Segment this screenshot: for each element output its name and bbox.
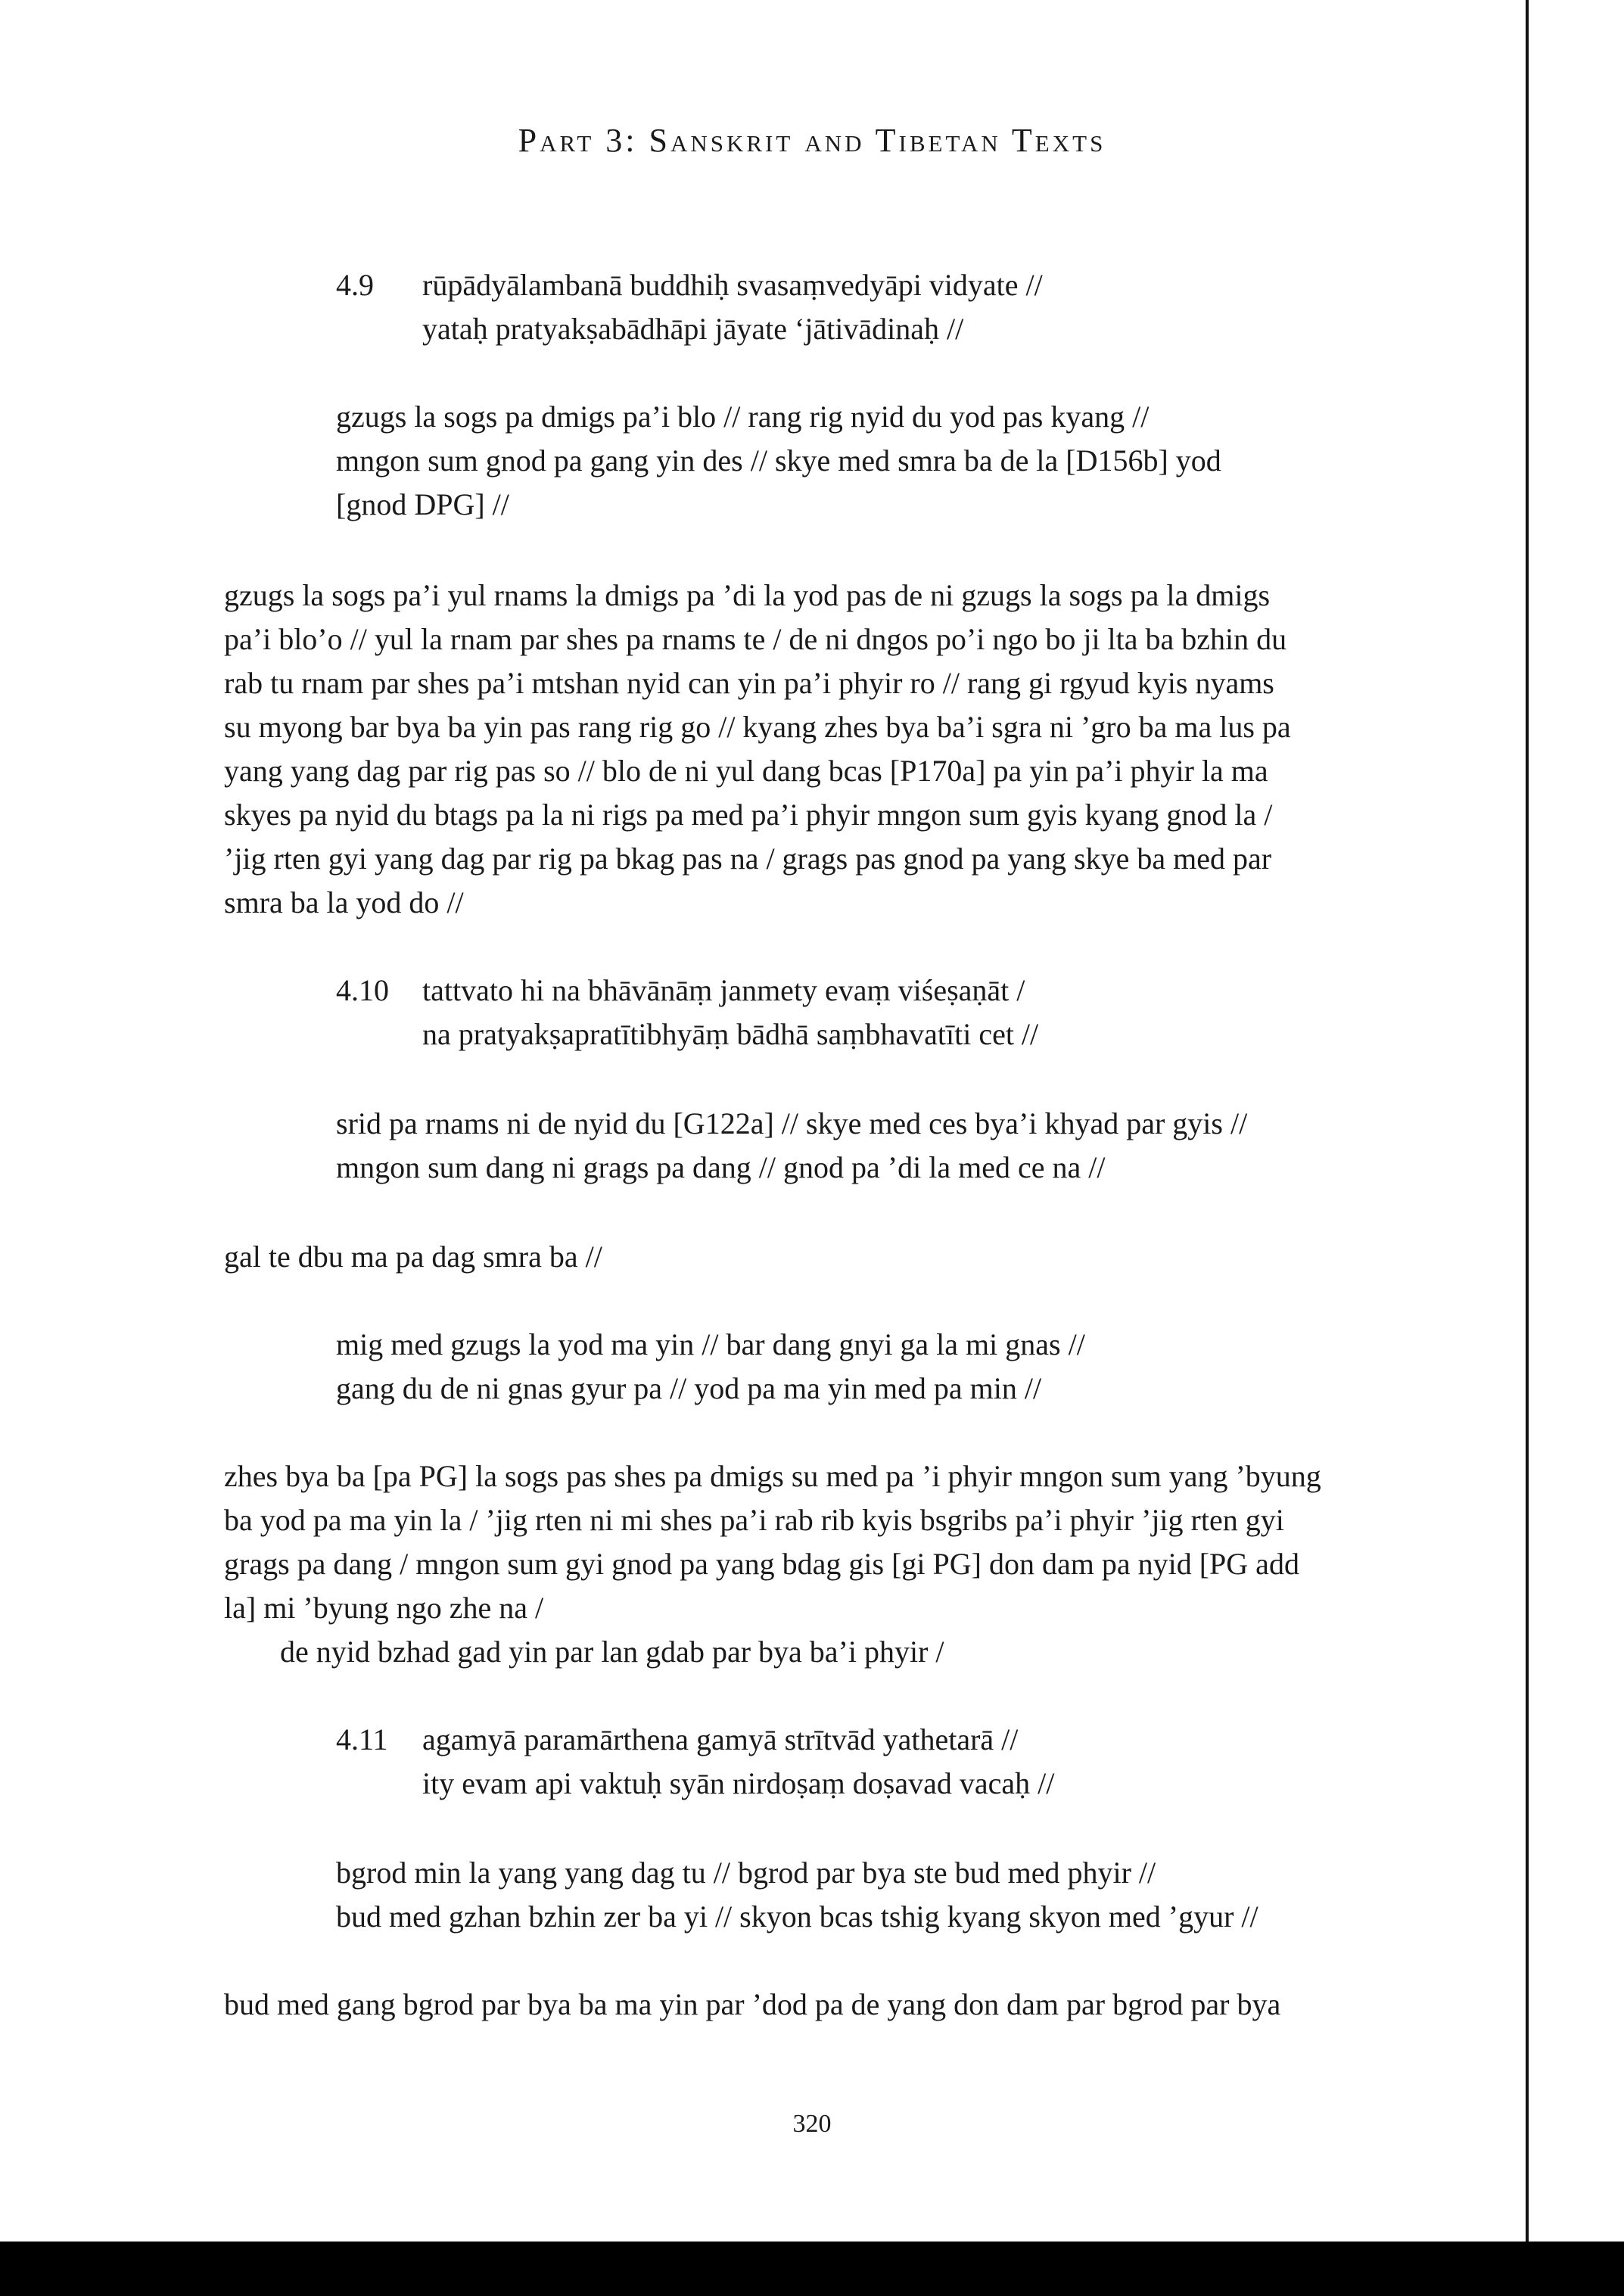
verse-line: bgrod min la yang yang dag tu // bgrod par bya ste bud med phyir // [336, 1856, 1156, 1890]
verse-line: srid pa rnams ni de nyid du [G122a] // skye med ces bya’i khyad par gyis // [336, 1106, 1248, 1140]
page-margin [1529, 0, 1624, 2242]
verse-number: 4.10 [336, 973, 389, 1007]
paragraph-line: ba yod pa ma yin la / ’jig rten ni mi shes pa’i rab rib kyis bsgribs pa’i phyir ’jig rten gyi [224, 1503, 1284, 1537]
running-header: Part 3: Sanskrit and Tibetan Texts [518, 122, 1106, 159]
paragraph-line: su myong bar bya ba yin pas rang rig go // kyang zhes bya ba’i sgra ni ’gro ba ma lus pa [224, 710, 1291, 744]
tibetan-verse-4-10 [336, 1102, 1411, 1190]
paragraph-line: yang yang dag par rig pas so // blo de ni yul dang bcas [P170a] pa yin pa’i phyir la ma [224, 754, 1268, 788]
tibetan-verse-4-11 [336, 1851, 1411, 1939]
verse-line: gzugs la sogs pa dmigs pa’i blo // rang rig nyid du yod pas kyang // [336, 400, 1150, 434]
commentary-paragraph [224, 1235, 1405, 1279]
paragraph-line: ’jig rten gyi yang dag par rig pa bkag pas na / grags pas gnod pa yang skye ba med par [224, 842, 1272, 876]
paragraph-line: zhes bya ba [pa PG] la sogs pas shes pa dmigs su med pa ’i phyir mngon sum yang ’byung [224, 1459, 1321, 1493]
commentary-paragraph [224, 1454, 1405, 1630]
verse-line: mig med gzugs la yod ma yin // bar dang gnyi ga la mi gnas // [336, 1327, 1085, 1361]
paragraph-line: smra ba la yod do // [224, 885, 464, 919]
verse-line: gang du de ni gnas gyur pa // yod pa ma yin med pa min // [336, 1371, 1042, 1405]
paragraph-line: grags pa dang / mngon sum gyi gnod pa yang bdag gis [gi PG] don dam pa nyid [PG add [224, 1547, 1299, 1581]
verse-line: tattvato hi na bhāvānāṃ janmety evaṃ viśeṣaṇāt / [422, 973, 1025, 1007]
page-number: 320 [792, 2110, 832, 2138]
sanskrit-verse-4-9 [336, 263, 1433, 351]
paragraph-line: la] mi ’byung ngo zhe na / [224, 1591, 544, 1625]
verse-number: 4.9 [336, 268, 374, 302]
verse-line: agamyā paramārthena gamyā strītvād yathetarā // [422, 1722, 1019, 1756]
quoted-verse [336, 1323, 1411, 1411]
sanskrit-verse-4-11 [336, 1718, 1433, 1806]
verse-line: mngon sum dang ni grags pa dang // gnod pa ’di la med ce na // [336, 1150, 1106, 1184]
verse-line: rūpādyālambanā buddhiḥ svasaṃvedyāpi vidyate // [422, 268, 1043, 302]
paragraph-line: rab tu rnam par shes pa’i mtshan nyid can yin pa’i phyir ro // rang gi rgyud kyis nyams [224, 666, 1274, 700]
paragraph-line: skyes pa nyid du btags pa la ni rigs pa med pa’i phyir mngon sum gyis kyang gnod la / [224, 798, 1273, 832]
commentary-paragraph [224, 1983, 1405, 2027]
verse-number: 4.11 [336, 1722, 388, 1756]
scan-border [0, 2242, 1624, 2296]
verse-line: na pratyakṣapratītibhyāṃ bādhā saṃbhavatīti cet // [422, 1017, 1039, 1051]
verse-line: mngon sum gnod pa gang yin des // skye med smra ba de la [D156b] yod [336, 443, 1221, 478]
verse-line: yataḥ pratyakṣabādhāpi jāyate ‘jātivādinaḥ // [422, 312, 964, 346]
paragraph-line: pa’i blo’o // yul la rnam par shes pa rnams te / de ni dngos po’i ngo bo ji lta ba bzhin du [224, 622, 1287, 656]
sanskrit-verse-4-10 [336, 969, 1433, 1056]
commentary-paragraph [224, 574, 1405, 925]
paragraph-line: gal te dbu ma pa dag smra ba // [224, 1240, 602, 1274]
verse-line: [gnod DPG] // [336, 487, 509, 521]
verse-line: ity evam api vaktuḥ syān nirdoṣaṃ doṣavad vacaḥ // [422, 1766, 1055, 1800]
verse-line: bud med gzhan bzhin zer ba yi // skyon bcas tshig kyang skyon med ’gyur // [336, 1899, 1258, 1934]
paragraph-line: gzugs la sogs pa’i yul rnams la dmigs pa ’di la yod pas de ni gzugs la sogs pa la dmigs [224, 578, 1271, 612]
indented-paragraph-line: de nyid bzhad gad yin par lan gdab par bya ba’i phyir / [280, 1635, 944, 1669]
paragraph-line: bud med gang bgrod par bya ba ma yin par ’dod pa de yang don dam par bgrod par bya [224, 1987, 1281, 2021]
tibetan-verse-4-9 [336, 395, 1411, 527]
